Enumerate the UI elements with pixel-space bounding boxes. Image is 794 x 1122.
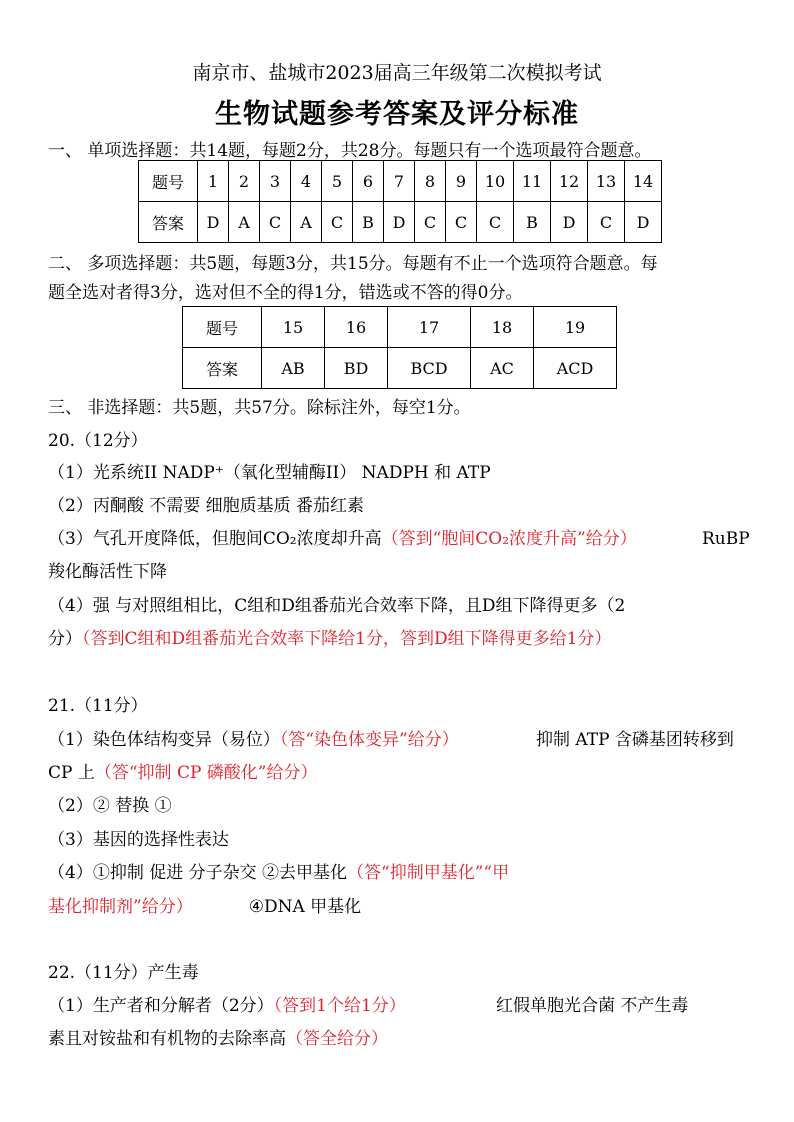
answer-text: （1）染色体结构变异（易位） xyxy=(48,730,280,750)
answer-text: （4）①抑制 促进 分子杂交 ②去甲基化 xyxy=(48,863,348,883)
q20-answer-1: （1）光系统II NADP⁺（氧化型辅酶II） NADPH 和 ATP xyxy=(48,463,491,483)
answer-cell: D xyxy=(384,202,415,243)
q20-answer-4-cont xyxy=(48,628,611,650)
q21-answer-1-tail: 抑制 ATP 含磷基团转移到 xyxy=(536,730,734,750)
q20-answer-3-cont: 羧化酶活性下降 xyxy=(48,562,167,582)
q21-answer-3: （3）基因的选择性表达 xyxy=(48,830,229,850)
answer-cell: B xyxy=(353,202,384,243)
scoring-note: （答“染色体变异”给分） xyxy=(279,730,459,750)
scoring-note: （答到C组和D组番茄光合效率下降给1分，答到D组下降得更多给1分） xyxy=(82,629,612,649)
answer-cell: D xyxy=(198,202,229,243)
question-number: 18 xyxy=(471,307,534,348)
q21-answer-4 xyxy=(48,862,509,884)
question-number: 2 xyxy=(229,161,260,202)
question-number: 19 xyxy=(534,307,617,348)
question-number: 14 xyxy=(625,161,662,202)
answer-cell: AB xyxy=(262,348,325,389)
question-number: 12 xyxy=(551,161,588,202)
answer-row xyxy=(183,348,617,389)
scoring-note: （答到“胞间CO₂浓度升高”给分） xyxy=(381,529,637,549)
question-number: 7 xyxy=(384,161,415,202)
question-number: 6 xyxy=(353,161,384,202)
question-number-row xyxy=(183,307,617,348)
answer-cell: A xyxy=(291,202,322,243)
question-number: 1 xyxy=(198,161,229,202)
q21-answer-1 xyxy=(48,729,459,751)
answer-cell: D xyxy=(551,202,588,243)
question-number: 10 xyxy=(477,161,514,202)
question-number-row xyxy=(139,161,662,202)
q20-answer-4: （4）强 与对照组相比，C组和D组番茄光合效率下降，且D组下降得更多（2 xyxy=(48,596,626,616)
scoring-note: （答全给分） xyxy=(286,1029,388,1049)
answer-cell: BD xyxy=(325,348,388,389)
question-number: 5 xyxy=(322,161,353,202)
q20-title: 20.（12分） xyxy=(48,431,148,451)
question-number: 17 xyxy=(388,307,471,348)
q22-answer-1-cont xyxy=(48,1028,388,1050)
answer-cell: C xyxy=(415,202,446,243)
answer-text: 分） xyxy=(48,629,82,649)
answer-cell: C xyxy=(588,202,625,243)
q20-answer-2: （2）丙酮酸 不需要 细胞质基质 番茄红素 xyxy=(48,496,365,516)
answer-text: 素且对铵盐和有机物的去除率高 xyxy=(48,1029,286,1049)
q22-answer-1-tail: 红假单胞光合菌 不产生毒 xyxy=(496,996,689,1016)
answer-cell: D xyxy=(625,202,662,243)
answer-text: （3）气孔开度降低，但胞间CO₂浓度却升高 xyxy=(48,529,382,549)
answer-cell: C xyxy=(260,202,291,243)
answer-text: ④DNA 甲基化 xyxy=(248,897,362,917)
scoring-note: 基化抑制剂”给分） xyxy=(48,897,193,917)
question-number: 8 xyxy=(415,161,446,202)
question-number: 11 xyxy=(514,161,551,202)
answer-cell: A xyxy=(229,202,260,243)
q20-answer-3-tail: RuBP xyxy=(702,529,750,549)
answer-text: CP 上 xyxy=(48,763,95,783)
question-number: 9 xyxy=(446,161,477,202)
answer-cell: C xyxy=(477,202,514,243)
question-number: 4 xyxy=(291,161,322,202)
section1-heading: 一、 单项选择题：共14题，每题2分，共28分。每题只有一个选项最符合题意。 xyxy=(48,141,652,161)
row-label: 答案 xyxy=(139,202,198,243)
section3-heading: 三、 非选择题：共5题，共57分。除标注外，每空1分。 xyxy=(48,398,471,418)
exam-title: 南京市、盐城市2023届高三年级第二次模拟考试 xyxy=(192,62,602,84)
single-choice-answer-table xyxy=(138,160,662,243)
question-number: 15 xyxy=(262,307,325,348)
row-label: 题号 xyxy=(139,161,198,202)
q21-title: 21.（11分） xyxy=(48,696,148,716)
scoring-note: （答“抑制甲基化”“甲 xyxy=(347,863,510,883)
scoring-note: （答到1个给1分） xyxy=(273,996,406,1016)
section2-heading: 二、 多项选择题：共5题，每题3分，共15分。每题有不止一个选项符合题意。每 xyxy=(48,254,658,274)
answer-cell: B xyxy=(514,202,551,243)
answer-cell: C xyxy=(446,202,477,243)
answer-cell: AC xyxy=(471,348,534,389)
answer-cell: BCD xyxy=(388,348,471,389)
answer-cell: C xyxy=(322,202,353,243)
q21-answer-2: （2）② 替换 ① xyxy=(48,796,172,816)
question-number: 13 xyxy=(588,161,625,202)
row-label: 答案 xyxy=(183,348,262,389)
section2-heading-cont: 题全选对者得3分，选对但不全的得1分，错选或不答的得0分。 xyxy=(48,283,523,303)
q21-answer-1-cont xyxy=(48,762,318,784)
answer-key-title: 生物试题参考答案及评分标准 xyxy=(215,99,579,130)
answer-cell: ACD xyxy=(534,348,617,389)
question-number: 16 xyxy=(325,307,388,348)
row-label: 题号 xyxy=(183,307,262,348)
scoring-note: （答“抑制 CP 磷酸化”给分） xyxy=(94,763,318,783)
q21-answer-4-cont xyxy=(48,896,361,918)
q20-answer-3 xyxy=(48,528,637,550)
answer-row xyxy=(139,202,662,243)
multi-choice-answer-table xyxy=(182,306,617,389)
q22-title: 22.（11分）产生毒 xyxy=(48,963,199,983)
q22-answer-1 xyxy=(48,995,406,1017)
question-number: 3 xyxy=(260,161,291,202)
answer-text: （1）生产者和分解者（2分） xyxy=(48,996,274,1016)
